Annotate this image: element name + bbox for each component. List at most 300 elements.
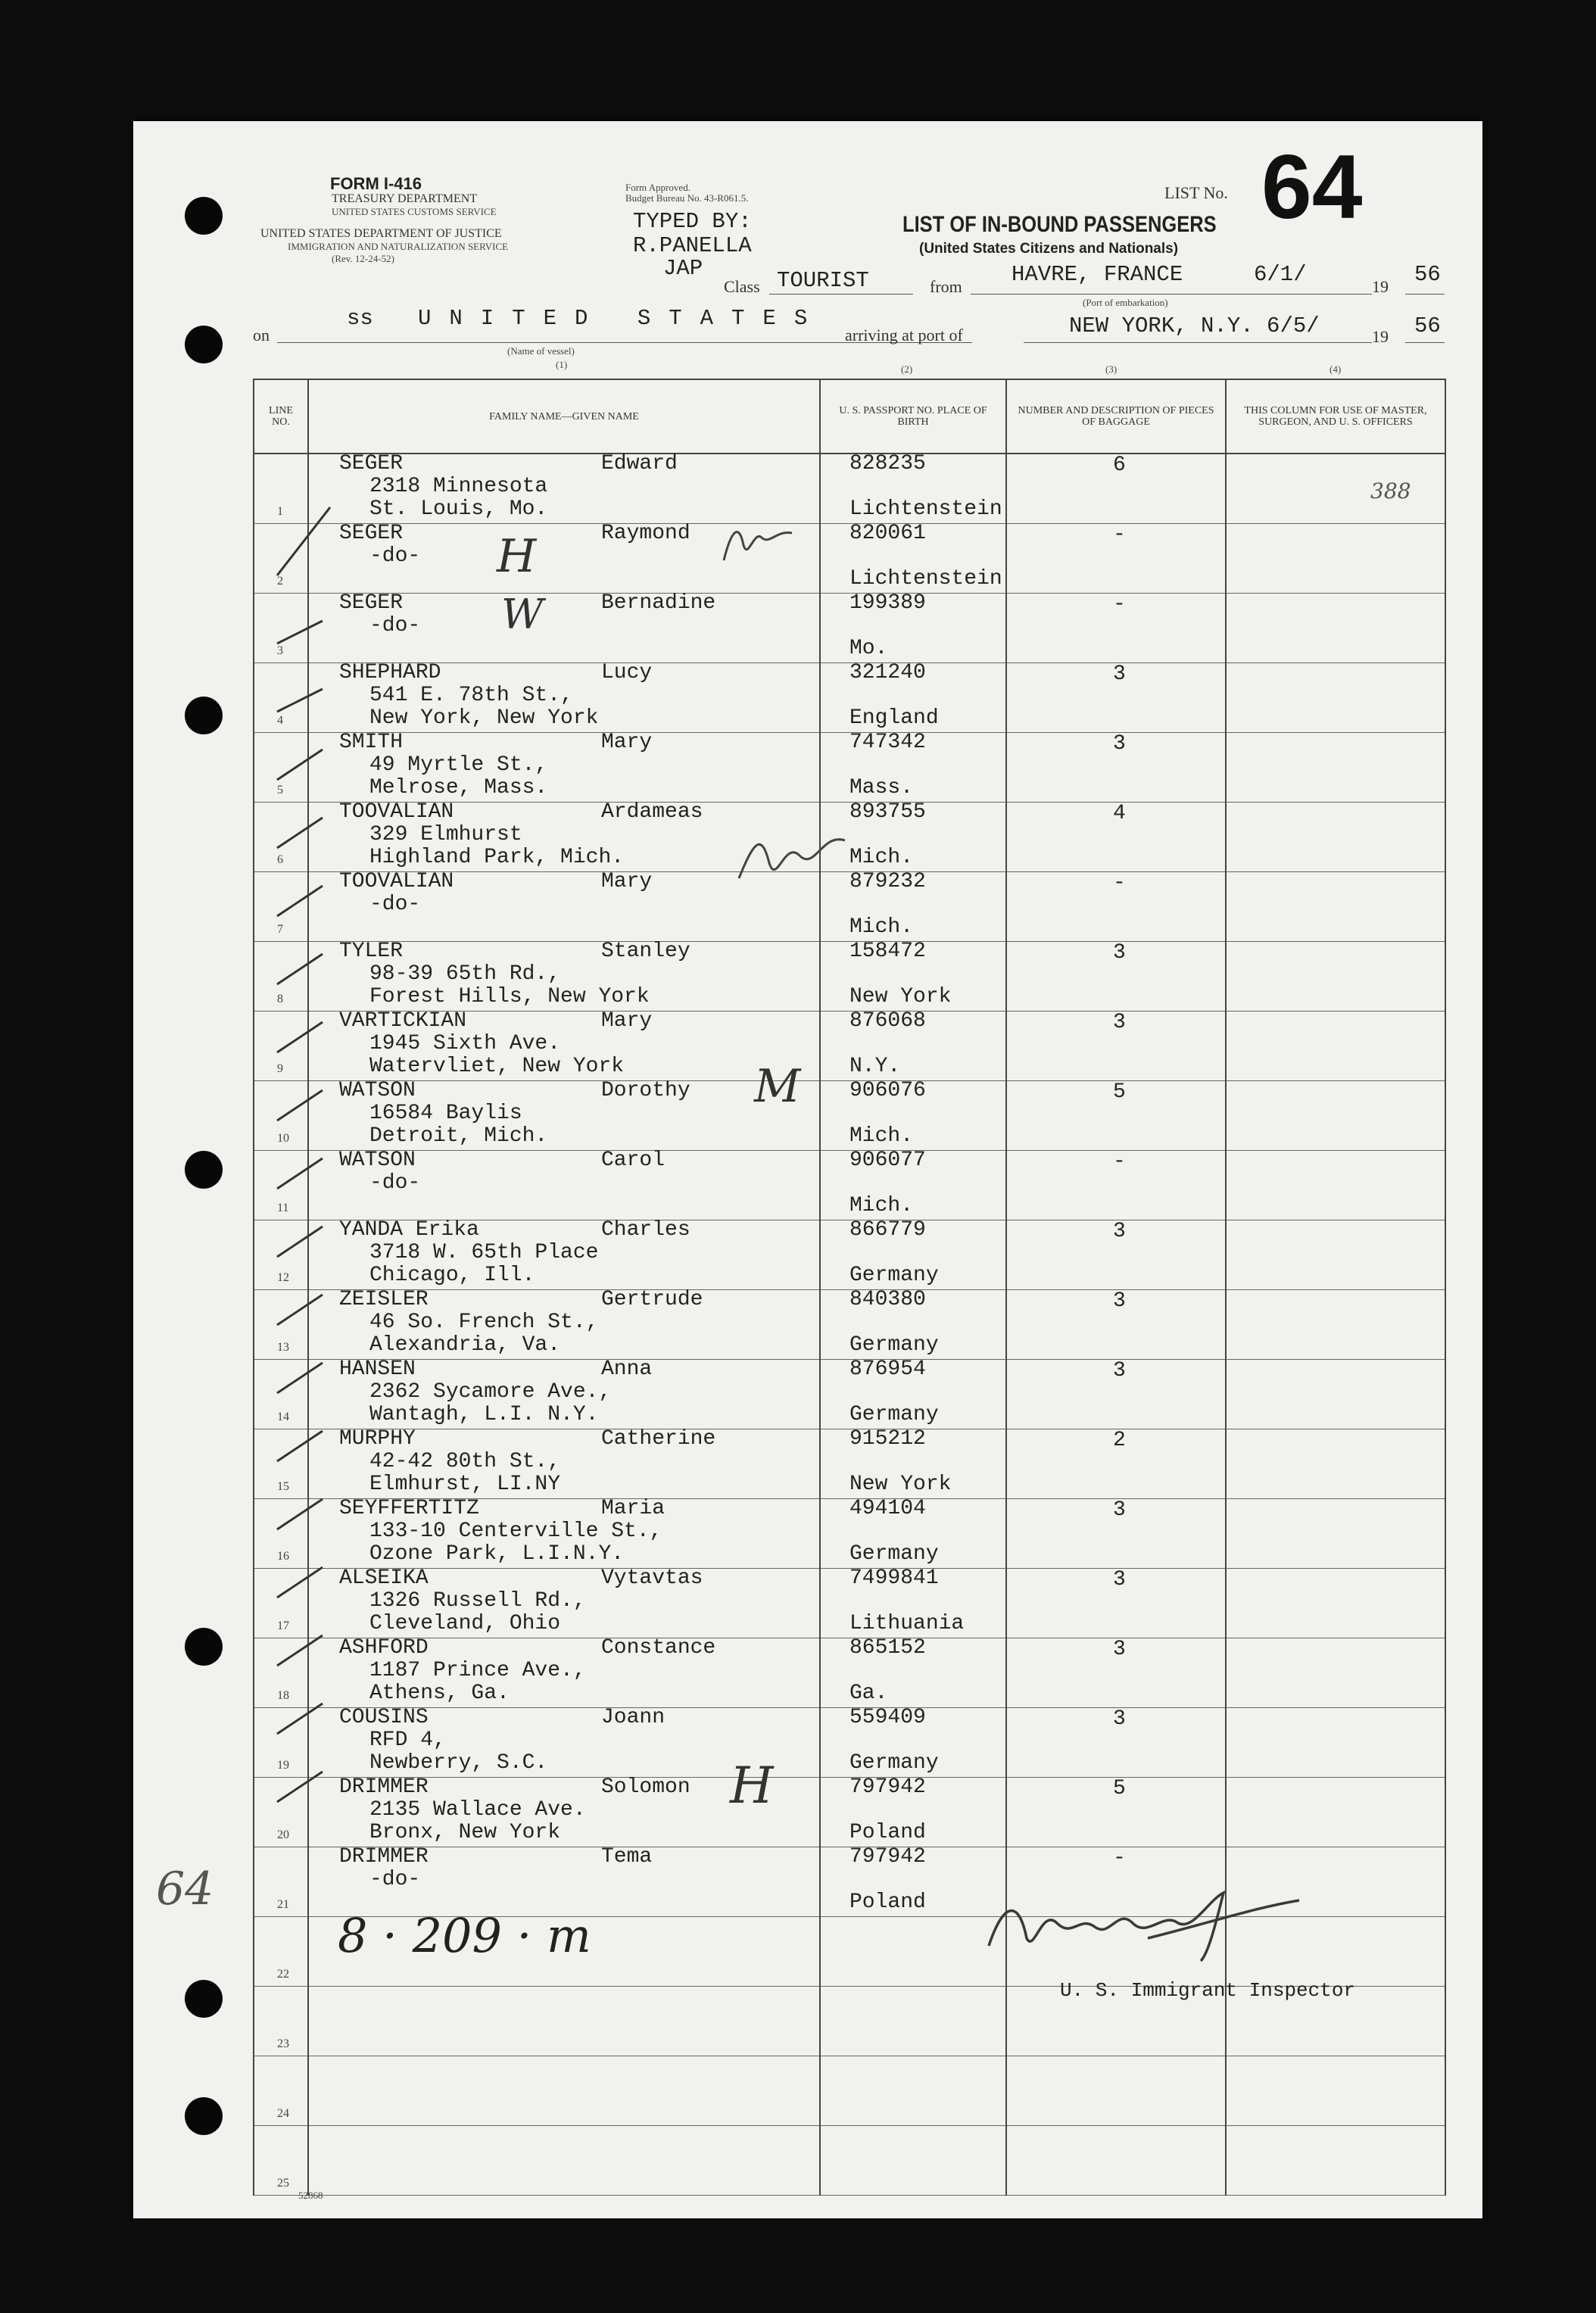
baggage-count: 3 (1113, 732, 1126, 756)
col-header-officers: THIS COLUMN FOR USE OF MASTER, SURGEON, AND U. S. OFFICERS (1226, 379, 1445, 454)
given-name: Raymond (601, 522, 690, 545)
officer-remarks-cell (1226, 1290, 1445, 1360)
passport-number: 865152 (849, 1636, 926, 1660)
binder-hole (185, 197, 223, 235)
arrival-year: 56 (1414, 313, 1441, 338)
baggage-cell (1006, 454, 1226, 524)
address-line-1: 329 Elmhurst (369, 823, 522, 846)
typist-initials: JAP (663, 256, 703, 281)
passport-cell (820, 942, 1006, 1012)
passport-number: 199389 (849, 591, 926, 615)
table-row (254, 454, 1445, 524)
name-cell (308, 1429, 820, 1499)
binder-hole (185, 1980, 223, 2018)
year-underline (1405, 294, 1445, 295)
address-line-2: Detroit, Mich. (369, 1124, 548, 1148)
address-line-1: 2135 Wallace Ave. (369, 1798, 586, 1822)
ins-label: IMMIGRATION AND NATURALIZATION SERVICE (288, 241, 509, 252)
given-name: Mary (601, 870, 653, 893)
passport-cell (820, 1708, 1006, 1778)
passport-cell (820, 1290, 1006, 1360)
place-of-birth: Ga. (849, 1682, 888, 1705)
family-name: ZEISLER (339, 1288, 429, 1311)
address-line-1: 16584 Baylis (369, 1102, 522, 1125)
passport-cell (820, 1566, 1006, 1638)
line-number-cell (254, 2126, 308, 2196)
officer-remarks-cell (1226, 663, 1445, 733)
place-of-birth: Germany (849, 1403, 939, 1426)
address-line-1: 46 So. French St., (369, 1311, 599, 1334)
table-row (254, 1429, 1445, 1499)
baggage-cell (1006, 1081, 1226, 1151)
officer-remarks-cell (1226, 1360, 1445, 1429)
address-line-1: -do- (369, 614, 421, 637)
checkmark-strokes (262, 447, 353, 1946)
line-number: 15 (277, 1480, 289, 1493)
given-name: Catherine (601, 1427, 716, 1451)
place-of-birth: Lithuania (849, 1612, 965, 1635)
line-number: 25 (277, 2177, 289, 2190)
table-row (254, 2126, 1445, 2196)
name-cell (308, 1290, 820, 1360)
line-number: 10 (277, 1132, 289, 1145)
name-cell (308, 1081, 820, 1151)
family-name: DRIMMER (339, 1845, 429, 1869)
handwritten-h-mark-2: H (730, 1757, 774, 1815)
baggage-count: 3 (1113, 1638, 1126, 1661)
name-cell (308, 1566, 820, 1638)
given-name: Charles (601, 1218, 690, 1242)
baggage-count: 3 (1113, 1568, 1126, 1591)
baggage-cell (1006, 663, 1226, 733)
baggage-cell (1006, 1708, 1226, 1778)
table-row (254, 1708, 1445, 1778)
line-number: 6 (277, 853, 283, 866)
name-cell (308, 1151, 820, 1220)
passport-number: 876954 (849, 1358, 926, 1381)
officer-remarks-cell (1226, 1569, 1445, 1638)
table-row (254, 1569, 1445, 1638)
address-line-2: Athens, Ga. (369, 1682, 510, 1705)
officer-remarks-cell (1226, 1499, 1445, 1569)
baggage-cell (1006, 942, 1226, 1012)
name-cell (308, 2056, 820, 2126)
baggage-count: 3 (1113, 1359, 1126, 1383)
address-line-1: 1187 Prince Ave., (369, 1659, 586, 1682)
given-name: Constance (601, 1636, 716, 1660)
address-line-1: -do- (369, 1868, 421, 1891)
passport-number: 876068 (849, 1009, 926, 1033)
name-cell (308, 1009, 820, 1081)
baggage-cell (1006, 524, 1226, 594)
table-row (254, 1499, 1445, 1569)
address-line-1: 3718 W. 65th Place (369, 1241, 599, 1264)
place-of-birth: Mich. (849, 1194, 914, 1217)
address-line-1: 2318 Minnesota (369, 475, 548, 498)
passport-cell (820, 733, 1006, 803)
line-number-cell (254, 2056, 308, 2126)
given-name: Solomon (601, 1775, 690, 1799)
address-line-1: 49 Myrtle St., (369, 753, 548, 777)
table-header-row (254, 379, 1445, 454)
address-line-2: Forest Hills, New York (369, 985, 650, 1008)
passport-cell (820, 1638, 1006, 1708)
line-number: 7 (277, 923, 283, 936)
ss-prefix: ss (347, 306, 373, 331)
passport-cell (820, 1081, 1006, 1151)
address-line-2: Bronx, New York (369, 1821, 561, 1844)
embark-caption: (Port of embarkation) (1083, 297, 1168, 308)
table-row (254, 1081, 1445, 1151)
baggage-cell (1006, 1569, 1226, 1638)
place-of-birth: Mich. (849, 915, 914, 939)
margin-list-number: 64 (156, 1863, 214, 1916)
family-name: HANSEN (339, 1358, 416, 1381)
officer-remarks-cell (1226, 803, 1445, 872)
line-number: 13 (277, 1341, 289, 1354)
passport-number: 906077 (849, 1149, 926, 1172)
line-number: 5 (277, 784, 283, 796)
line-number: 24 (277, 2107, 289, 2120)
binder-hole (185, 697, 223, 734)
baggage-cell (1006, 1220, 1226, 1290)
embark-date: 6/1/ (1254, 262, 1307, 287)
passport-cell (820, 454, 1006, 524)
baggage-count: 6 (1113, 454, 1126, 477)
place-of-birth: Lichtenstein (849, 497, 1002, 521)
family-name: COUSINS (339, 1706, 429, 1729)
line-number: 19 (277, 1759, 289, 1772)
line-number: 16 (277, 1550, 289, 1563)
passport-cell (820, 1987, 1006, 2056)
place-of-birth: New York (849, 1473, 952, 1496)
family-name: ALSEIKA (339, 1566, 429, 1590)
officer-remarks-cell (1226, 2126, 1445, 2196)
arrival-port: NEW YORK, N.Y. 6/5/ (1069, 313, 1320, 338)
baggage-cell (1006, 1429, 1226, 1499)
family-name: TOOVALIAN (339, 870, 454, 893)
given-name: Joann (601, 1706, 666, 1729)
line-number: 18 (277, 1689, 289, 1702)
line-number: 17 (277, 1619, 289, 1632)
baggage-cell (1006, 1778, 1226, 1847)
line-number: 22 (277, 1968, 289, 1981)
baggage-count: 3 (1113, 1498, 1126, 1522)
arrival-year-prefix: 19 (1372, 327, 1389, 346)
from-label: from (930, 277, 962, 296)
line-number: 1 (277, 505, 283, 518)
name-cell (308, 1499, 820, 1569)
col-header-name: FAMILY NAME—GIVEN NAME (308, 379, 820, 454)
handwritten-scribble (716, 515, 807, 568)
given-name: Bernadine (601, 591, 716, 615)
given-name: Maria (601, 1497, 666, 1520)
name-cell (308, 1987, 820, 2056)
officer-remarks-cell (1226, 942, 1445, 1012)
line-number: 3 (277, 644, 283, 657)
passport-cell (820, 2126, 1006, 2196)
table-row (254, 1012, 1445, 1081)
class-value: TOURIST (777, 268, 869, 293)
passport-number: 893755 (849, 800, 926, 824)
passport-number: 747342 (849, 731, 926, 754)
officer-remarks-cell (1226, 1012, 1445, 1081)
address-line-2: Newberry, S.C. (369, 1751, 548, 1775)
family-name: WATSON (339, 1079, 416, 1102)
address-line-2: Alexandria, Va. (369, 1333, 561, 1357)
baggage-cell (1006, 1360, 1226, 1429)
name-cell (308, 1847, 820, 1917)
col-header-line-no: LINE NO. (254, 379, 308, 454)
place-of-birth: Germany (849, 1333, 939, 1357)
given-name: Gertrude (601, 1288, 703, 1311)
baggage-count: - (1113, 871, 1126, 895)
passport-number: 797942 (849, 1845, 926, 1869)
baggage-count: - (1113, 1150, 1126, 1174)
place-of-birth: New York (849, 985, 952, 1008)
officer-remarks-cell (1226, 1429, 1445, 1499)
address-line-2: Chicago, Ill. (369, 1264, 535, 1287)
passport-cell (820, 1360, 1006, 1429)
line-number-cell (254, 1987, 308, 2056)
table-row (254, 1151, 1445, 1220)
baggage-count: 4 (1113, 802, 1126, 825)
embark-year: 56 (1414, 262, 1441, 287)
given-name: Vytavtas (601, 1566, 703, 1590)
baggage-cell (1006, 1638, 1226, 1708)
line-number: 4 (277, 714, 283, 727)
treasury-label: TREASURY DEPARTMENT (332, 192, 478, 205)
given-name: Dorothy (601, 1079, 690, 1102)
officer-remarks-cell (1226, 524, 1445, 594)
passport-cell (820, 591, 1006, 663)
given-name: Tema (601, 1845, 653, 1869)
place-of-birth: Mich. (849, 846, 914, 869)
address-line-1: 2362 Sycamore Ave., (369, 1380, 612, 1404)
address-line-2: Highland Park, Mich. (369, 846, 625, 869)
baggage-count: 3 (1113, 1707, 1126, 1731)
line-number: 9 (277, 1062, 283, 1075)
passport-cell (820, 524, 1006, 594)
baggage-count: - (1113, 593, 1126, 616)
officer-remarks-cell (1226, 1778, 1445, 1847)
address-line-1: 98-39 65th Rd., (369, 962, 561, 986)
baggage-count: 3 (1113, 1011, 1126, 1034)
passport-number: 494104 (849, 1497, 926, 1520)
line-number: 14 (277, 1411, 289, 1423)
binder-hole (185, 2097, 223, 2135)
typed-by-label: TYPED BY: (633, 209, 752, 234)
line-number: 11 (277, 1202, 289, 1214)
budget-bureau: Budget Bureau No. 43-R061.5. (625, 192, 749, 204)
passport-cell (820, 1151, 1006, 1220)
address-line-1: -do- (369, 893, 421, 916)
family-name: WATSON (339, 1149, 416, 1172)
baggage-count: 3 (1113, 662, 1126, 686)
place-of-birth: Lichtenstein (849, 567, 1002, 591)
place-of-birth: Poland (849, 1891, 926, 1914)
baggage-cell (1006, 2056, 1226, 2126)
name-cell (308, 1360, 820, 1429)
baggage-count: 2 (1113, 1429, 1126, 1452)
family-name: MURPHY (339, 1427, 416, 1451)
baggage-cell (1006, 1290, 1226, 1360)
passport-cell (820, 1429, 1006, 1499)
passport-number: 879232 (849, 870, 926, 893)
name-cell (308, 1220, 820, 1290)
passport-cell (820, 1847, 1006, 1917)
line-number: 2 (277, 575, 283, 588)
place-of-birth: Germany (849, 1264, 939, 1287)
officer-remarks-cell (1226, 1220, 1445, 1290)
table-row (254, 524, 1445, 594)
officer-remarks-cell (1226, 733, 1445, 803)
from-underline (971, 294, 1372, 295)
handwritten-h-mark: H (497, 530, 537, 583)
passport-number: 915212 (849, 1427, 926, 1451)
col-num-4: (4) (1329, 363, 1342, 375)
line-number: 21 (277, 1898, 289, 1911)
address-line-2: Wantagh, L.I. N.Y. (369, 1403, 599, 1426)
address-line-2: Watervliet, New York (369, 1055, 625, 1078)
col-num-2: (2) (901, 363, 913, 375)
family-name: TYLER (339, 940, 404, 963)
passport-number: 906076 (849, 1079, 926, 1102)
given-name: Edward (601, 452, 678, 475)
address-line-1: RFD 4, (369, 1729, 446, 1752)
baggage-cell (1006, 803, 1226, 872)
footer-code: 52868 (298, 2190, 323, 2201)
arriving-label: arriving at port of (845, 326, 963, 344)
inspector-signature (981, 1885, 1314, 1969)
vessel-name: UNITED STATES (418, 306, 826, 331)
passport-number: 797942 (849, 1775, 926, 1799)
list-no-label: LIST No. (1164, 183, 1228, 202)
typist-name: R.PANELLA (633, 233, 752, 258)
binder-hole (185, 326, 223, 363)
family-name: ASHFORD (339, 1636, 429, 1660)
given-name: Lucy (601, 661, 653, 684)
officer-remarks-cell (1226, 2056, 1445, 2126)
table-row (254, 1290, 1445, 1360)
address-line-1: 1945 Sixth Ave. (369, 1032, 561, 1055)
line-number: 23 (277, 2037, 289, 2050)
revision-label: (Rev. 12-24-52) (332, 253, 394, 264)
baggage-cell (1006, 1499, 1226, 1569)
officer-remarks-cell (1226, 1081, 1445, 1151)
handwritten-m-mark: M (754, 1060, 801, 1113)
name-cell (308, 2126, 820, 2196)
baggage-cell (1006, 1151, 1226, 1220)
passport-number: 820061 (849, 522, 926, 545)
officer-remarks-cell (1226, 1151, 1445, 1220)
name-cell (308, 591, 820, 663)
passport-number: 158472 (849, 940, 926, 963)
name-cell (308, 733, 820, 803)
table-row (254, 1778, 1445, 1847)
passport-cell (820, 1917, 1006, 1987)
address-line-2: New York, New York (369, 706, 599, 730)
customs-label: UNITED STATES CUSTOMS SERVICE (332, 206, 497, 217)
baggage-count: - (1113, 523, 1126, 547)
given-name: Mary (601, 731, 653, 754)
line-number: 20 (277, 1828, 289, 1841)
address-line-1: -do- (369, 1171, 421, 1195)
baggage-count: 5 (1113, 1777, 1126, 1800)
class-label: Class (724, 277, 760, 296)
address-line-2: Cleveland, Ohio (369, 1612, 561, 1635)
list-subtitle: (United States Citizens and Nationals) (919, 241, 1179, 257)
place-of-birth: Germany (849, 1751, 939, 1775)
table-row (254, 733, 1445, 803)
year-prefix: 19 (1372, 277, 1389, 296)
place-of-birth: N.Y. (849, 1055, 901, 1078)
officer-remarks-cell (1226, 872, 1445, 942)
col-header-baggage: NUMBER AND DESCRIPTION OF PIECES OF BAGGAGE (1006, 379, 1226, 454)
place-of-birth: England (849, 706, 939, 730)
family-name: VARTICKIAN (339, 1009, 467, 1033)
justice-label: UNITED STATES DEPARTMENT OF JUSTICE (260, 227, 502, 240)
passport-cell (820, 1220, 1006, 1290)
table-row (254, 942, 1445, 1012)
place-of-birth: Germany (849, 1542, 939, 1566)
embark-port: HAVRE, FRANCE (1012, 262, 1183, 287)
manifest-page (133, 121, 1482, 2218)
officer-remark: 388 (1370, 478, 1411, 503)
list-title: LIST OF IN-BOUND PASSENGERS (902, 212, 1217, 237)
officer-remarks-cell (1226, 1638, 1445, 1708)
passport-number: 559409 (849, 1706, 926, 1729)
given-name: Carol (601, 1149, 666, 1172)
address-line-2: Melrose, Mass. (369, 776, 548, 800)
place-of-birth: Poland (849, 1821, 926, 1844)
place-of-birth: Mo. (849, 637, 888, 660)
address-line-1: 1326 Russell Rd., (369, 1589, 586, 1613)
address-line-1: -do- (369, 544, 421, 568)
arrival-underline (1024, 342, 1372, 343)
list-number: 64 (1261, 136, 1363, 238)
baggage-cell (1006, 1012, 1226, 1081)
passport-number: 321240 (849, 661, 926, 684)
address-line-1: 133-10 Centerville St., (369, 1520, 662, 1543)
name-cell (308, 454, 820, 524)
line-number: 12 (277, 1271, 289, 1284)
address-line-2: St. Louis, Mo. (369, 497, 548, 521)
passport-number: 828235 (849, 452, 926, 475)
baggage-count: 5 (1113, 1080, 1126, 1104)
passport-number: 840380 (849, 1288, 926, 1311)
baggage-cell (1006, 2126, 1226, 2196)
form-number: FORM I-416 (330, 174, 422, 193)
on-label: on (253, 326, 270, 344)
baggage-count: 3 (1113, 1220, 1126, 1243)
passport-cell (820, 663, 1006, 733)
table-row (254, 1360, 1445, 1429)
officer-remarks-cell (1226, 1708, 1445, 1778)
baggage-count: 3 (1113, 1289, 1126, 1313)
line-number: 8 (277, 993, 283, 1005)
binder-hole (185, 1628, 223, 1666)
family-name: YANDA Erika (339, 1218, 479, 1242)
given-name: Mary (601, 1009, 653, 1033)
place-of-birth: Mass. (849, 776, 914, 800)
officer-remarks-cell (1226, 454, 1445, 524)
baggage-cell (1006, 872, 1226, 942)
form-approved: Form Approved. (625, 182, 690, 193)
address-line-1: 541 E. 78th St., (369, 684, 573, 707)
table-row (254, 594, 1445, 663)
passport-number: 7499841 (849, 1566, 939, 1590)
